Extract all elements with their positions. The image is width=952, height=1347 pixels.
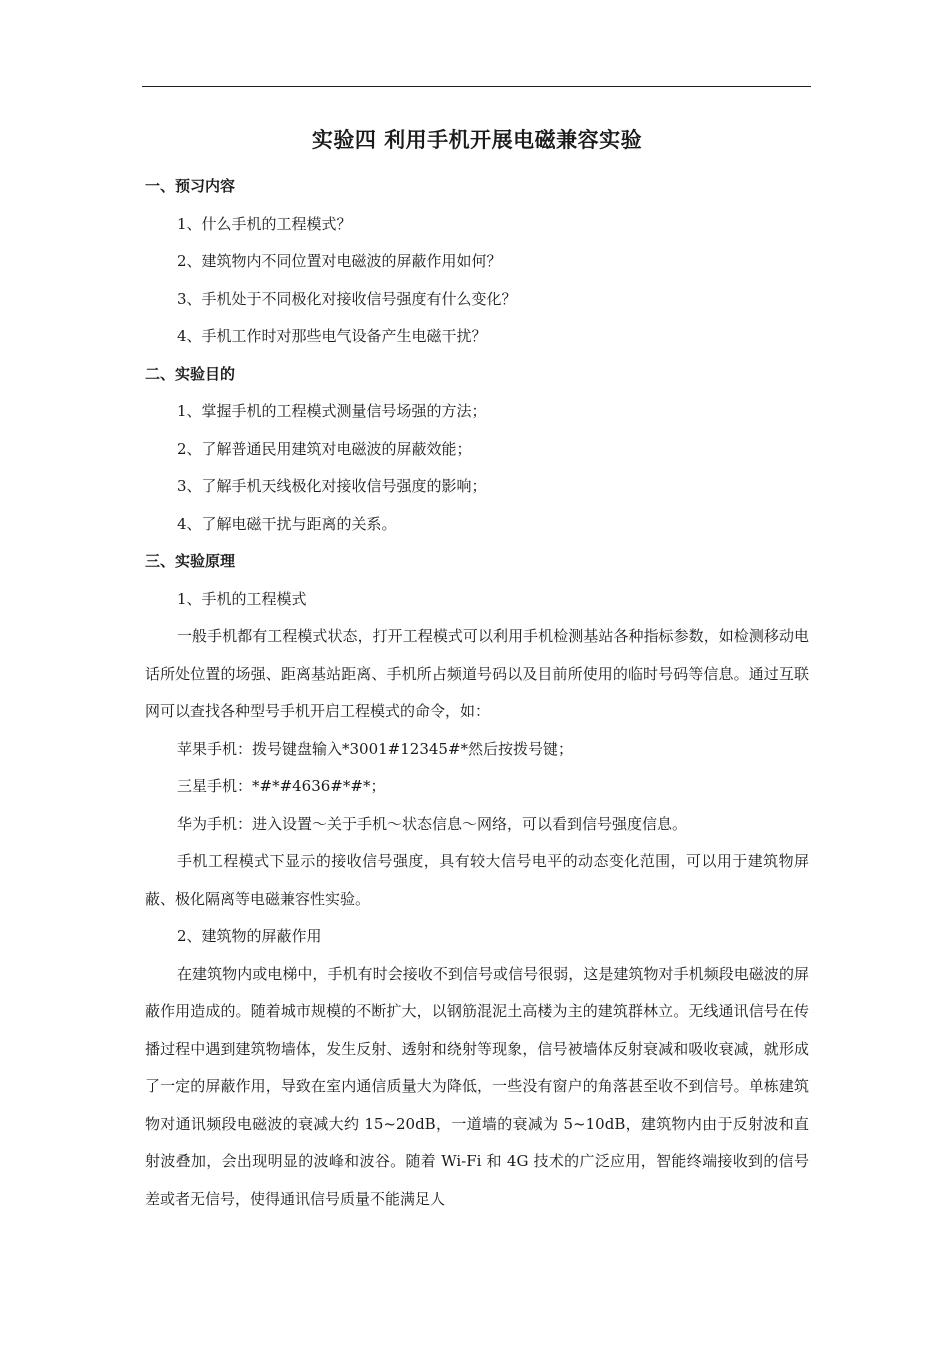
paragraph: 手机工程模式下显示的接收信号强度，具有较大信号电平的动态变化范围，可以用于建筑物屏蔽、极化隔离等电磁兼容性实验。 <box>145 852 809 908</box>
list-item: 2、了解普通民用建筑对电磁波的屏蔽效能； <box>177 439 472 458</box>
header-rule <box>142 86 811 87</box>
section-heading-purpose: 二、实验目的 <box>145 364 236 383</box>
document-title: 实验四 利用手机开展电磁兼容实验 <box>311 128 643 152</box>
subheading-engineering-mode: 1、手机的工程模式 <box>177 589 307 608</box>
apple-command: 苹果手机：拨号键盘输入*3001#12345#*然后按拨号键； <box>177 739 574 758</box>
subheading-shielding: 2、建筑物的屏蔽作用 <box>177 927 322 945</box>
document-body <box>145 118 809 1218</box>
list-item: 4、手机工作时对那些电气设备产生电磁干扰？ <box>177 327 487 345</box>
samsung-command: 三星手机：*#*#4636#*#*； <box>177 777 386 795</box>
list-item: 3、手机处于不同极化对接收信号强度有什么变化？ <box>177 289 517 308</box>
list-item: 2、建筑物内不同位置对电磁波的屏蔽作用如何？ <box>177 252 502 270</box>
huawei-command: 华为手机：进入设置～关于手机～状态信息～网络，可以看到信号强度信息。 <box>177 814 688 833</box>
paragraph: 在建筑物内或电梯中，手机有时会接收不到信号或信号很弱，这是建筑物对手机频段电磁波的屏蔽作用造成的。随着城市规模的不断扩大，以钢筋混泥土高楼为主的建筑群林立。无线通讯信号在传播过程中遇到建筑物墙体，发生反射、透射和绕射等现象，信号被墙体反射衰减和吸收衰减，就形成了一定的屏蔽作用，导致在室内通信质量大为降低，一些没有窗户的角落甚至收不到信号。单栋建筑物对通讯频段电磁波的衰减大约 15~20dB，一道墙的衰减为 5~10dB，建筑物内由于反射波和直射波叠加，会出现明显的波峰和波谷。随着 Wi-Fi 和 4G 技术的广泛应用，智能终端接收到的信号差或者无信号，使得通讯信号质量不能满足人 <box>145 964 809 1208</box>
list-item: 1、掌握手机的工程模式测量信号场强的方法； <box>177 402 487 420</box>
paragraph: 一般手机都有工程模式状态，打开工程模式可以利用手机检测基站各种指标参数，如检测移动电话所处位置的场强、距离基站距离、手机所占频道号码以及目前所使用的临时号码等信息。通过互联网可以查找各种型号手机开启工程模式的命令，如： <box>145 627 809 720</box>
list-item: 4、了解电磁干扰与距离的关系。 <box>177 514 397 533</box>
section-heading-principle: 三、实验原理 <box>145 552 236 570</box>
section-heading-preview: 一、预习内容 <box>145 177 236 195</box>
list-item: 1、什么手机的工程模式？ <box>177 214 352 233</box>
list-item: 3、了解手机天线极化对接收信号强度的影响； <box>177 477 487 495</box>
